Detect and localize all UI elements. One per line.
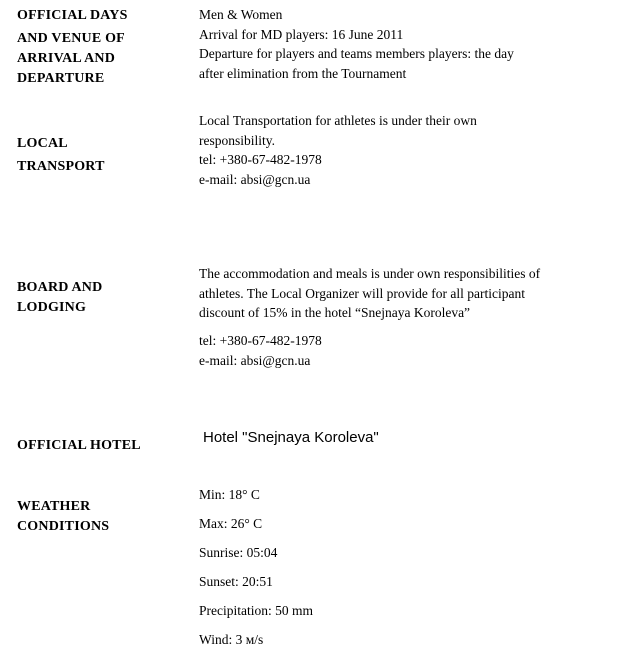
- transport-label-line: LOCAL: [17, 136, 68, 151]
- lodging-phone: tel: +380-67-482-1978: [199, 333, 322, 348]
- lodging-contact: [199, 331, 629, 370]
- lodging-section-content: [199, 264, 629, 323]
- weather-max: Max: 26° C: [199, 516, 263, 531]
- lodging-line: The accommodation and meals is under own responsibilities of: [199, 266, 541, 281]
- weather-label-line: WEATHER: [17, 499, 91, 514]
- hotel-section-label: [17, 436, 141, 456]
- lodging-line: discount of 15% in the hotel “Snejnaya Koroleva”: [199, 305, 471, 320]
- weather-sunrise: Sunrise: 05:04: [199, 545, 278, 560]
- lodging-label-line: BOARD AND: [17, 280, 103, 295]
- arrival-section-label: [17, 6, 128, 89]
- weather-precipitation: Precipitation: 50 mm: [199, 603, 313, 618]
- arrival-label-line: OFFICIAL DAYS: [17, 8, 128, 23]
- transport-line: responsibility.: [199, 132, 275, 148]
- weather-label-line: CONDITIONS: [17, 519, 110, 534]
- transport-line: Local Transportation for athletes is under their own: [199, 113, 477, 128]
- arrival-line: Arrival for MD players: 16 June 2011: [199, 26, 404, 42]
- arrival-line: after elimination from the Tournament: [199, 65, 407, 81]
- weather-wind: Wind: 3 м/s: [199, 632, 264, 647]
- hotel-label: OFFICIAL HOTEL: [17, 438, 141, 453]
- weather-min: Min: 18° C: [199, 487, 260, 502]
- weather-section-label: [17, 497, 109, 537]
- lodging-line: athletes. The Local Organizer will provide for all participant: [199, 285, 526, 301]
- transport-email: e-mail: absi@gcn.ua: [199, 171, 311, 187]
- arrival-label-line: AND VENUE OF: [17, 31, 125, 46]
- arrival-line: Departure for players and teams members players: the day: [199, 46, 514, 61]
- hotel-name: Hotel "Snejnaya Koroleva": [203, 429, 379, 446]
- lodging-section-label: [17, 278, 102, 318]
- arrival-line: Men & Women: [199, 7, 283, 22]
- lodging-label-line: LODGING: [17, 300, 87, 315]
- transport-phone: tel: +380-67-482-1978: [199, 152, 322, 167]
- arrival-label-line: DEPARTURE: [17, 71, 105, 86]
- weather-sunset: Sunset: 20:51: [199, 574, 273, 589]
- arrival-section-content: [199, 5, 629, 83]
- lodging-email: e-mail: absi@gcn.ua: [199, 352, 311, 368]
- transport-label-line: TRANSPORT: [17, 159, 105, 174]
- transport-section-label: [17, 132, 105, 178]
- arrival-label-line: ARRIVAL AND: [17, 51, 116, 66]
- transport-section-content: [199, 111, 629, 189]
